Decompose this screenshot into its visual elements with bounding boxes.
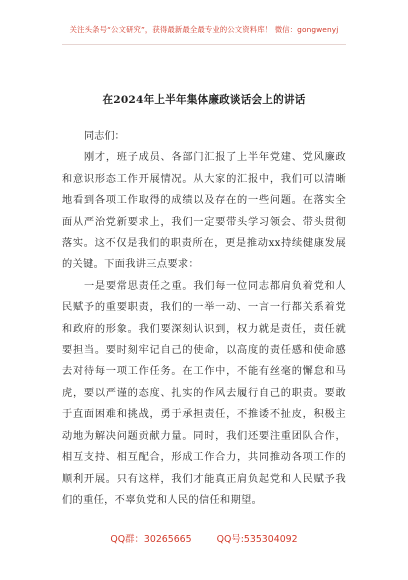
footer-contact [0, 531, 408, 545]
paragraph-point-one: 一是要常思责任之重。我们每一位同志都肩负着党和人民赋予的重要职责，我们的一举一动、一言一行都关系着党和政府的形象。我们要深刻认识到，权力就是责任，责任就要担当。要时刻牢记自己的使命，以高度的责任感和使命感去对待每一项工作任务。在工作中，不能有丝毫的懈怠和马虎，要以严谨的态度、扎实的作风去履行自己的职责。要敢于直面困难和挑战，勇于承担责任，不推诿不扯皮，积极主动地为解决问题贡献力量。同时，我们还要注重团队合作，相互支持、相互配合，形成工作合力，共同推动各项工作的顺利开展。只有这样，我们才能真正肩负起党和人民赋予我们的重任，不辜负党和人民的信任和期望。 [62, 280, 346, 506]
header-banner: 关注头条号“公文研究”，获得最新最全最专业的公文资料库！ 微信：gongwenyj [69, 25, 339, 34]
salutation: 同志们： [84, 131, 125, 142]
footer-qq-group: QQ群：30265665 [110, 534, 192, 545]
header-divider [62, 44, 346, 45]
footer-qq-number: QQ号:535304092 [216, 534, 298, 545]
paragraph-intro: 刚才，班子成员、各部门汇报了上半年党建、党风廉政和意识形态工作开展情况。从大家的汇报中，我们可以清晰地看到各项工作取得的成绩以及存在的一些问题。在落实全面从严治党新要求上，我们一定要带头学习领会、带头贯彻落实。这不仅是我们的职责所在，更是推动xx持续健康发展的关键。下面我讲三点要求： [62, 152, 346, 271]
document-title: 在2024年上半年集体廉政谈话会上的讲话 [102, 94, 306, 106]
document-body [62, 126, 346, 511]
